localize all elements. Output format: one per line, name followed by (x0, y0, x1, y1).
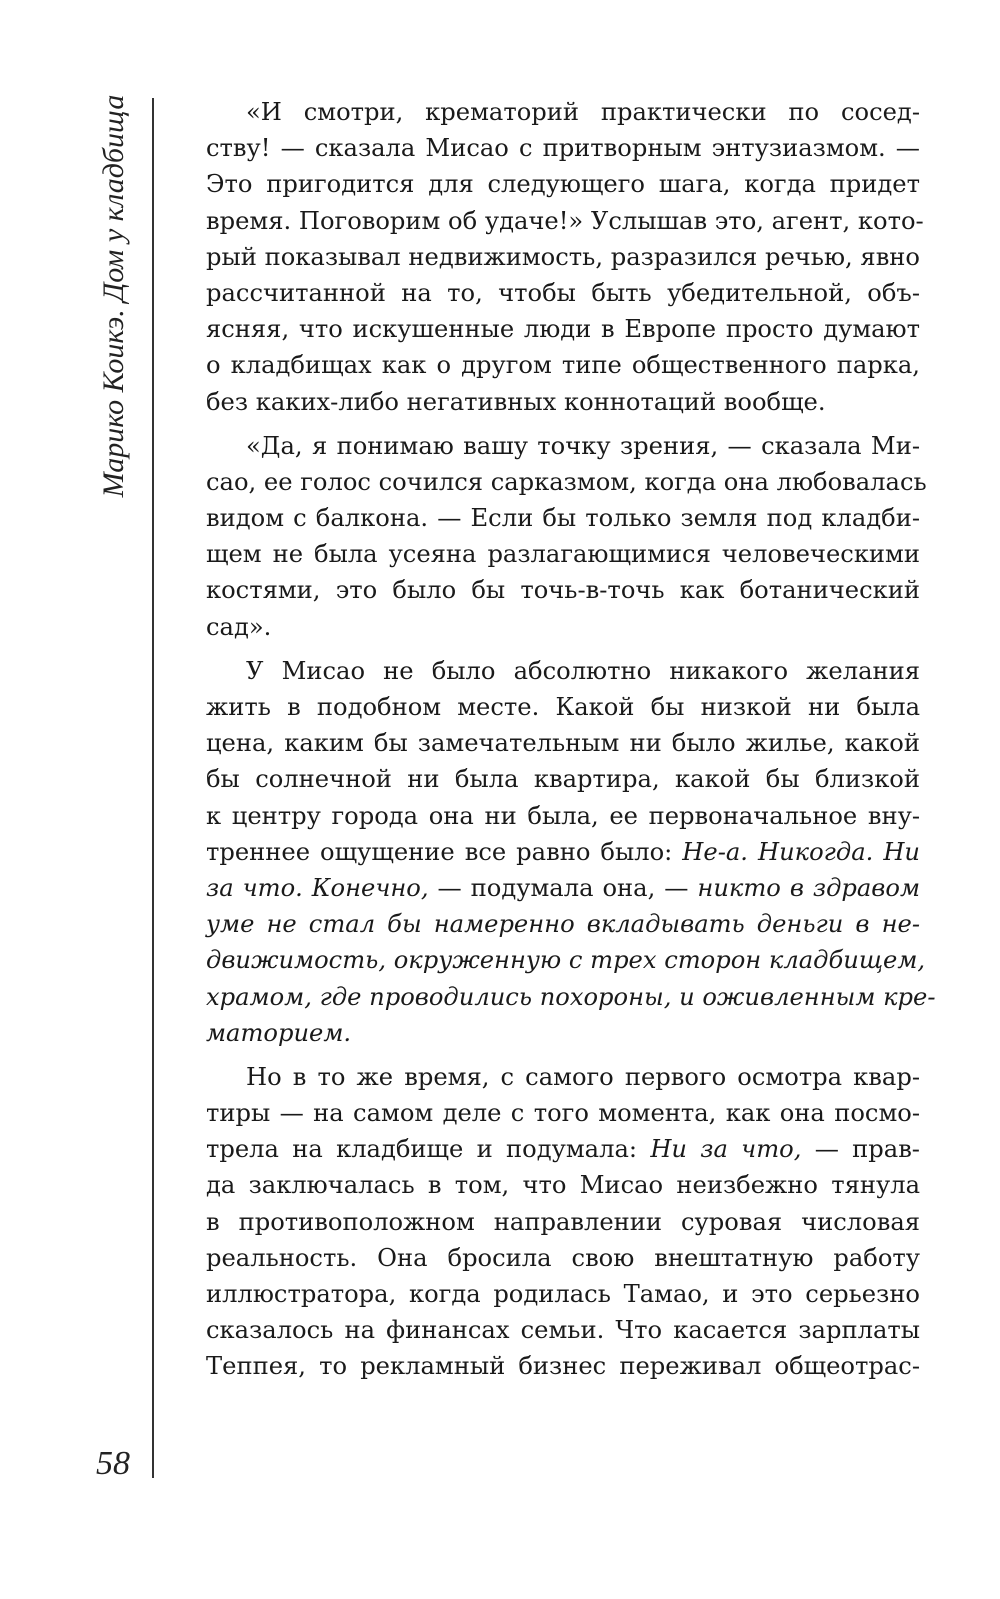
running-head-text: Марико Коикэ. Дом у кладбища (97, 94, 130, 498)
text-line (206, 1131, 920, 1167)
text-line: в противоположном направлении суровая числовая (206, 1207, 920, 1236)
text-line: сао, ее голос сочился сарказмом, когда она любовалась (206, 467, 927, 496)
text-line: Но в то же время, с самого первого осмотра квар- (246, 1062, 920, 1091)
italic-span: за что. Конечно, (206, 873, 429, 902)
text-line: да заключалась в том, что Мисао неизбежно тянула (206, 1171, 920, 1200)
text-line: щем не была усеяна разлагающимися человеческими (206, 540, 920, 569)
text-line: реальность. Она бросила свою внештатную работу (206, 1243, 920, 1272)
italic-span: никто в здравом (697, 873, 920, 902)
text-line (206, 979, 936, 1015)
body-text (206, 94, 936, 1385)
text-line: «Да, я понимаю вашу точку зрения, — сказала Ми- (246, 431, 920, 460)
text-line: Теппея, то рекламный бизнес переживал общеотрас- (206, 1352, 920, 1381)
text-line: иллюстратора, когда родилась Тамао, и это серьезно (206, 1280, 920, 1308)
text-line: без каких-либо негативных коннотаций вообще. (206, 387, 826, 416)
text-line: костями, это было бы точь-в-точь как ботанический (206, 576, 920, 605)
italic-span: маторием. (206, 1018, 352, 1047)
text-line: о кладбищах как о другом типе общественного парка, (206, 351, 920, 380)
text-line: к центру города она ни была, ее первоначальное вну- (206, 801, 920, 830)
italic-span: Не-а. Никогда. Ни (682, 837, 921, 866)
text-span: трела на кладбище и подумала: (206, 1135, 651, 1164)
text-line: рассчитанной на то, чтобы быть убедительной, объ- (206, 278, 920, 307)
text-line: сад». (206, 612, 272, 641)
margin-rule (152, 98, 154, 1478)
italic-span: Ни за что, (650, 1135, 802, 1164)
text-line (206, 834, 920, 870)
text-line: рый показывал недвижимость, разразился речью, явно (206, 242, 920, 271)
text-line: «И смотри, крематорий практически по сосед- (246, 98, 920, 126)
italic-span: храмом, где проводились похороны, и оживленным кре- (206, 982, 936, 1011)
text-line: видом с балкона. — Если бы только земля под кладби- (206, 504, 920, 533)
text-line: тиры — на самом деле с того момента, как она посмо- (206, 1099, 920, 1128)
text-line: цена, каким бы замечательным ни было жилье, какой (206, 729, 920, 758)
text-line: У Мисао не было абсолютно никакого желания (246, 656, 920, 685)
running-head (84, 96, 144, 496)
text-span: — прав- (801, 1135, 920, 1164)
text-line (206, 906, 920, 942)
text-line (206, 1015, 920, 1051)
text-line: жить в подобном месте. Какой бы низкой ни была (206, 693, 920, 721)
text-line: ству! — сказала Мисао с притворным энтузиазмом. — (206, 134, 920, 163)
text-line: бы солнечной ни была квартира, какой бы близкой (206, 765, 920, 794)
italic-span: движимость, окруженную с трех сторон кладбищем, (206, 946, 926, 975)
text-line (206, 870, 920, 906)
text-span: треннее ощущение все равно было: (206, 837, 683, 866)
text-span: — подумала она, — (428, 873, 698, 902)
text-line (206, 942, 926, 978)
text-line: ясняя, что искушенные люди в Европе просто думают (206, 315, 920, 344)
text-line: сказалось на финансах семьи. Что касается зарплаты (206, 1316, 920, 1345)
page-number: 58 (96, 1445, 130, 1482)
text-line: время. Поговорим об удаче!» Услышав это, агент, кото- (206, 206, 924, 235)
italic-span: уме не стал бы намеренно вкладывать деньги в не- (206, 910, 920, 939)
text-line: Это пригодится для следующего шага, когда придет (206, 170, 920, 199)
